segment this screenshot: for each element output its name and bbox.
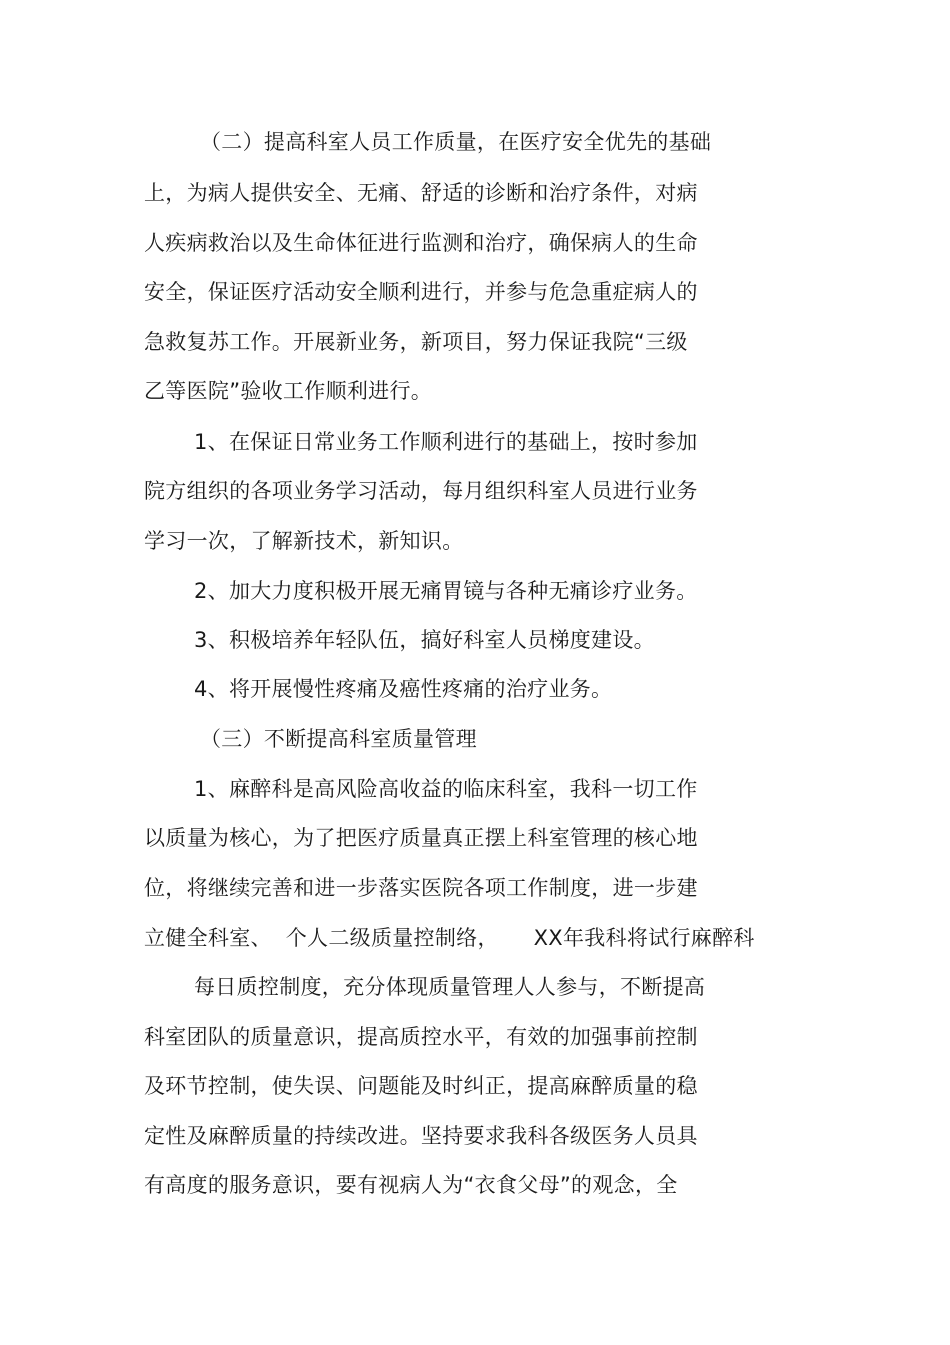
paragraph-line: 1、在保证日常业务工作顺利进行的基础上，按时参加	[194, 430, 698, 454]
paragraph-line: 急救复苏工作。开展新业务，新项目，努力保证我院“三级	[144, 330, 688, 354]
paragraph-line: 乙等医院”验收工作顺利进行。	[144, 379, 433, 403]
paragraph-line: 2、加大力度积极开展无痛胃镜与各种无痛诊疗业务。	[194, 579, 698, 603]
paragraph-line: 学习一次，了解新技术，新知识。	[144, 529, 464, 553]
paragraph-line: 位，将继续完善和进一步落实医院各项工作制度，进一步建	[144, 876, 698, 900]
section-heading: （三）不断提高科室质量管理	[200, 727, 477, 751]
paragraph-line: 安全，保证医疗活动安全顺利进行，并参与危急重症病人的	[144, 280, 698, 304]
paragraph-line: 以质量为核心，为了把医疗质量真正摆上科室管理的核心地	[144, 826, 698, 850]
paragraph-line: 1、麻醉科是高风险高收益的临床科室，我科一切工作	[194, 777, 698, 801]
paragraph-line: 4、将开展慢性疼痛及癌性疼痛的治疗业务。	[194, 677, 613, 701]
paragraph-line: 每日质控制度，充分体现质量管理人人参与，不断提高	[194, 975, 706, 999]
paragraph-line: 上，为病人提供安全、无痛、舒适的诊断和治疗条件，对病	[144, 181, 698, 205]
paragraph-line: （二）提高科室人员工作质量，在医疗安全优先的基础	[200, 130, 712, 154]
paragraph-line: 人疾病救治以及生命体征进行监测和治疗，确保病人的生命	[144, 231, 698, 255]
paragraph-line: 定性及麻醉质量的持续改进。坚持要求我科各级医务人员具	[144, 1124, 698, 1148]
paragraph-line: 3、积极培养年轻队伍，搞好科室人员梯度建设。	[194, 628, 655, 652]
paragraph-line: 院方组织的各项业务学习活动，每月组织科室人员进行业务	[144, 479, 698, 503]
paragraph-line: 科室团队的质量意识，提高质控水平，有效的加强事前控制	[144, 1025, 698, 1049]
paragraph-line: 及环节控制，使失误、问题能及时纠正，提高麻醉质量的稳	[144, 1074, 698, 1098]
paragraph-line: 有高度的服务意识，要有视病人为“衣食父母”的观念，全	[144, 1173, 678, 1197]
paragraph-line: 立健全科室、 个人二级质量控制络， XX年我科将试行麻醉科	[144, 926, 755, 950]
